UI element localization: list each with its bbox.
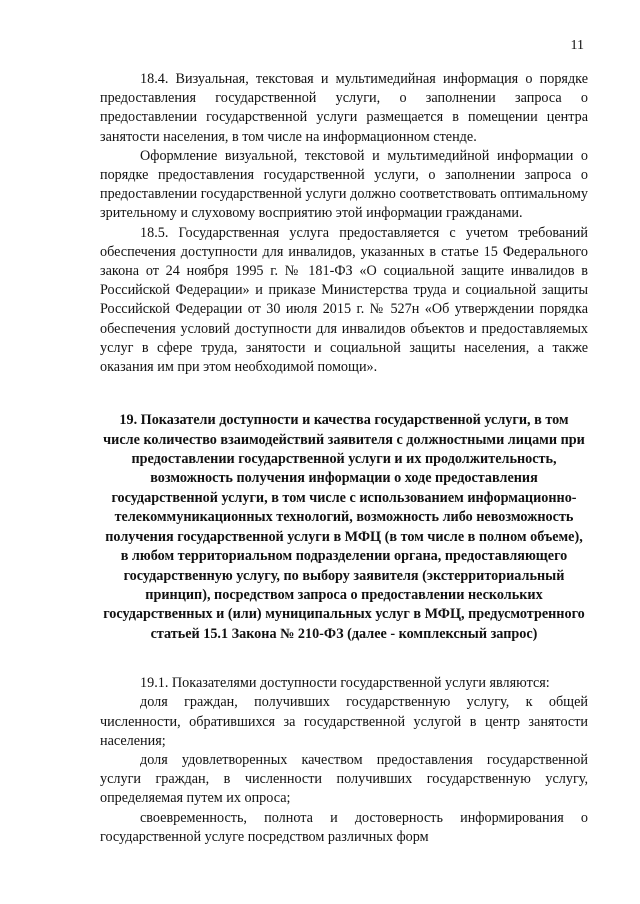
- paragraph-19-1: 19.1. Показателями доступности государственной услуги являются:: [140, 675, 550, 692]
- page-number: 11: [570, 38, 584, 53]
- document-body: [100, 70, 588, 847]
- paragraph-design: Оформление визуальной, текстовой и мультимедийной информации о порядке предоставления государственной услуги, о заполнении запроса о предоставлении государственной услуги должно соответствовать оптимальному зрительному и слуховому восприятию этой информации гражданами.: [100, 147, 588, 222]
- section-heading-19: 19. Показатели доступности и качества государственной услуги, в том числе количество взаимодействий заявителя с должностными лицами при предоставлении государственной услуги и их продолжительность, возможность получения информации о ходе предоставления государственной услуги, в том числе с использованием информационно-телекоммуникационных технологий, возможность либо невозможность получения государственной услуги в МФЦ (в том числе в полном объеме), в любом территориальном подразделении органа, предоставляющего государственную услугу, по выбору заявителя (экстерриториальный принцип), посредством запроса о предоставлении нескольких государственных и (или) муниципальных услуг в МФЦ, предусмотренного статьей 15.1 Закона № 210-ФЗ (далее - комплексный запрос): [103, 412, 585, 642]
- paragraph-timeliness: своевременность, полнота и достоверность информирования о государственной услуге посредством различных форм: [100, 809, 588, 845]
- paragraph-18-5: 18.5. Государственная услуга предоставляется с учетом требований обеспечения доступности для инвалидов, указанных в статье 15 Федерального закона от 24 ноября 1995 г. № 181-ФЗ «О социальной защите инвалидов в Российской Федерации» и приказе Министерства труда и социальной защиты Российской Федерации от 30 июля 2015 г. № 527н «Об утверждении порядка обеспечения условий доступности для инвалидов объектов и предоставляемых услуг в сфере труда, занятости и социальной защиты населения, а также оказания им при этом необходимой помощи».: [100, 224, 588, 376]
- paragraph-share-satisfied: доля удовлетворенных качеством предоставления государственной услуги граждан, в численности получивших государственную услугу, определяемая путем их опроса;: [100, 751, 588, 807]
- paragraph-share-citizens: доля граждан, получивших государственную услугу, к общей численности, обратившихся за государственной услугой в центр занятости населения;: [100, 694, 588, 749]
- paragraph-18-4: 18.4. Визуальная, текстовая и мультимедийная информация о порядке предоставления государственной услуги, о заполнении запроса о предоставлении государственной услуги размещается в помещении центра занятости населения, в том числе на информационном стенде.: [100, 71, 588, 145]
